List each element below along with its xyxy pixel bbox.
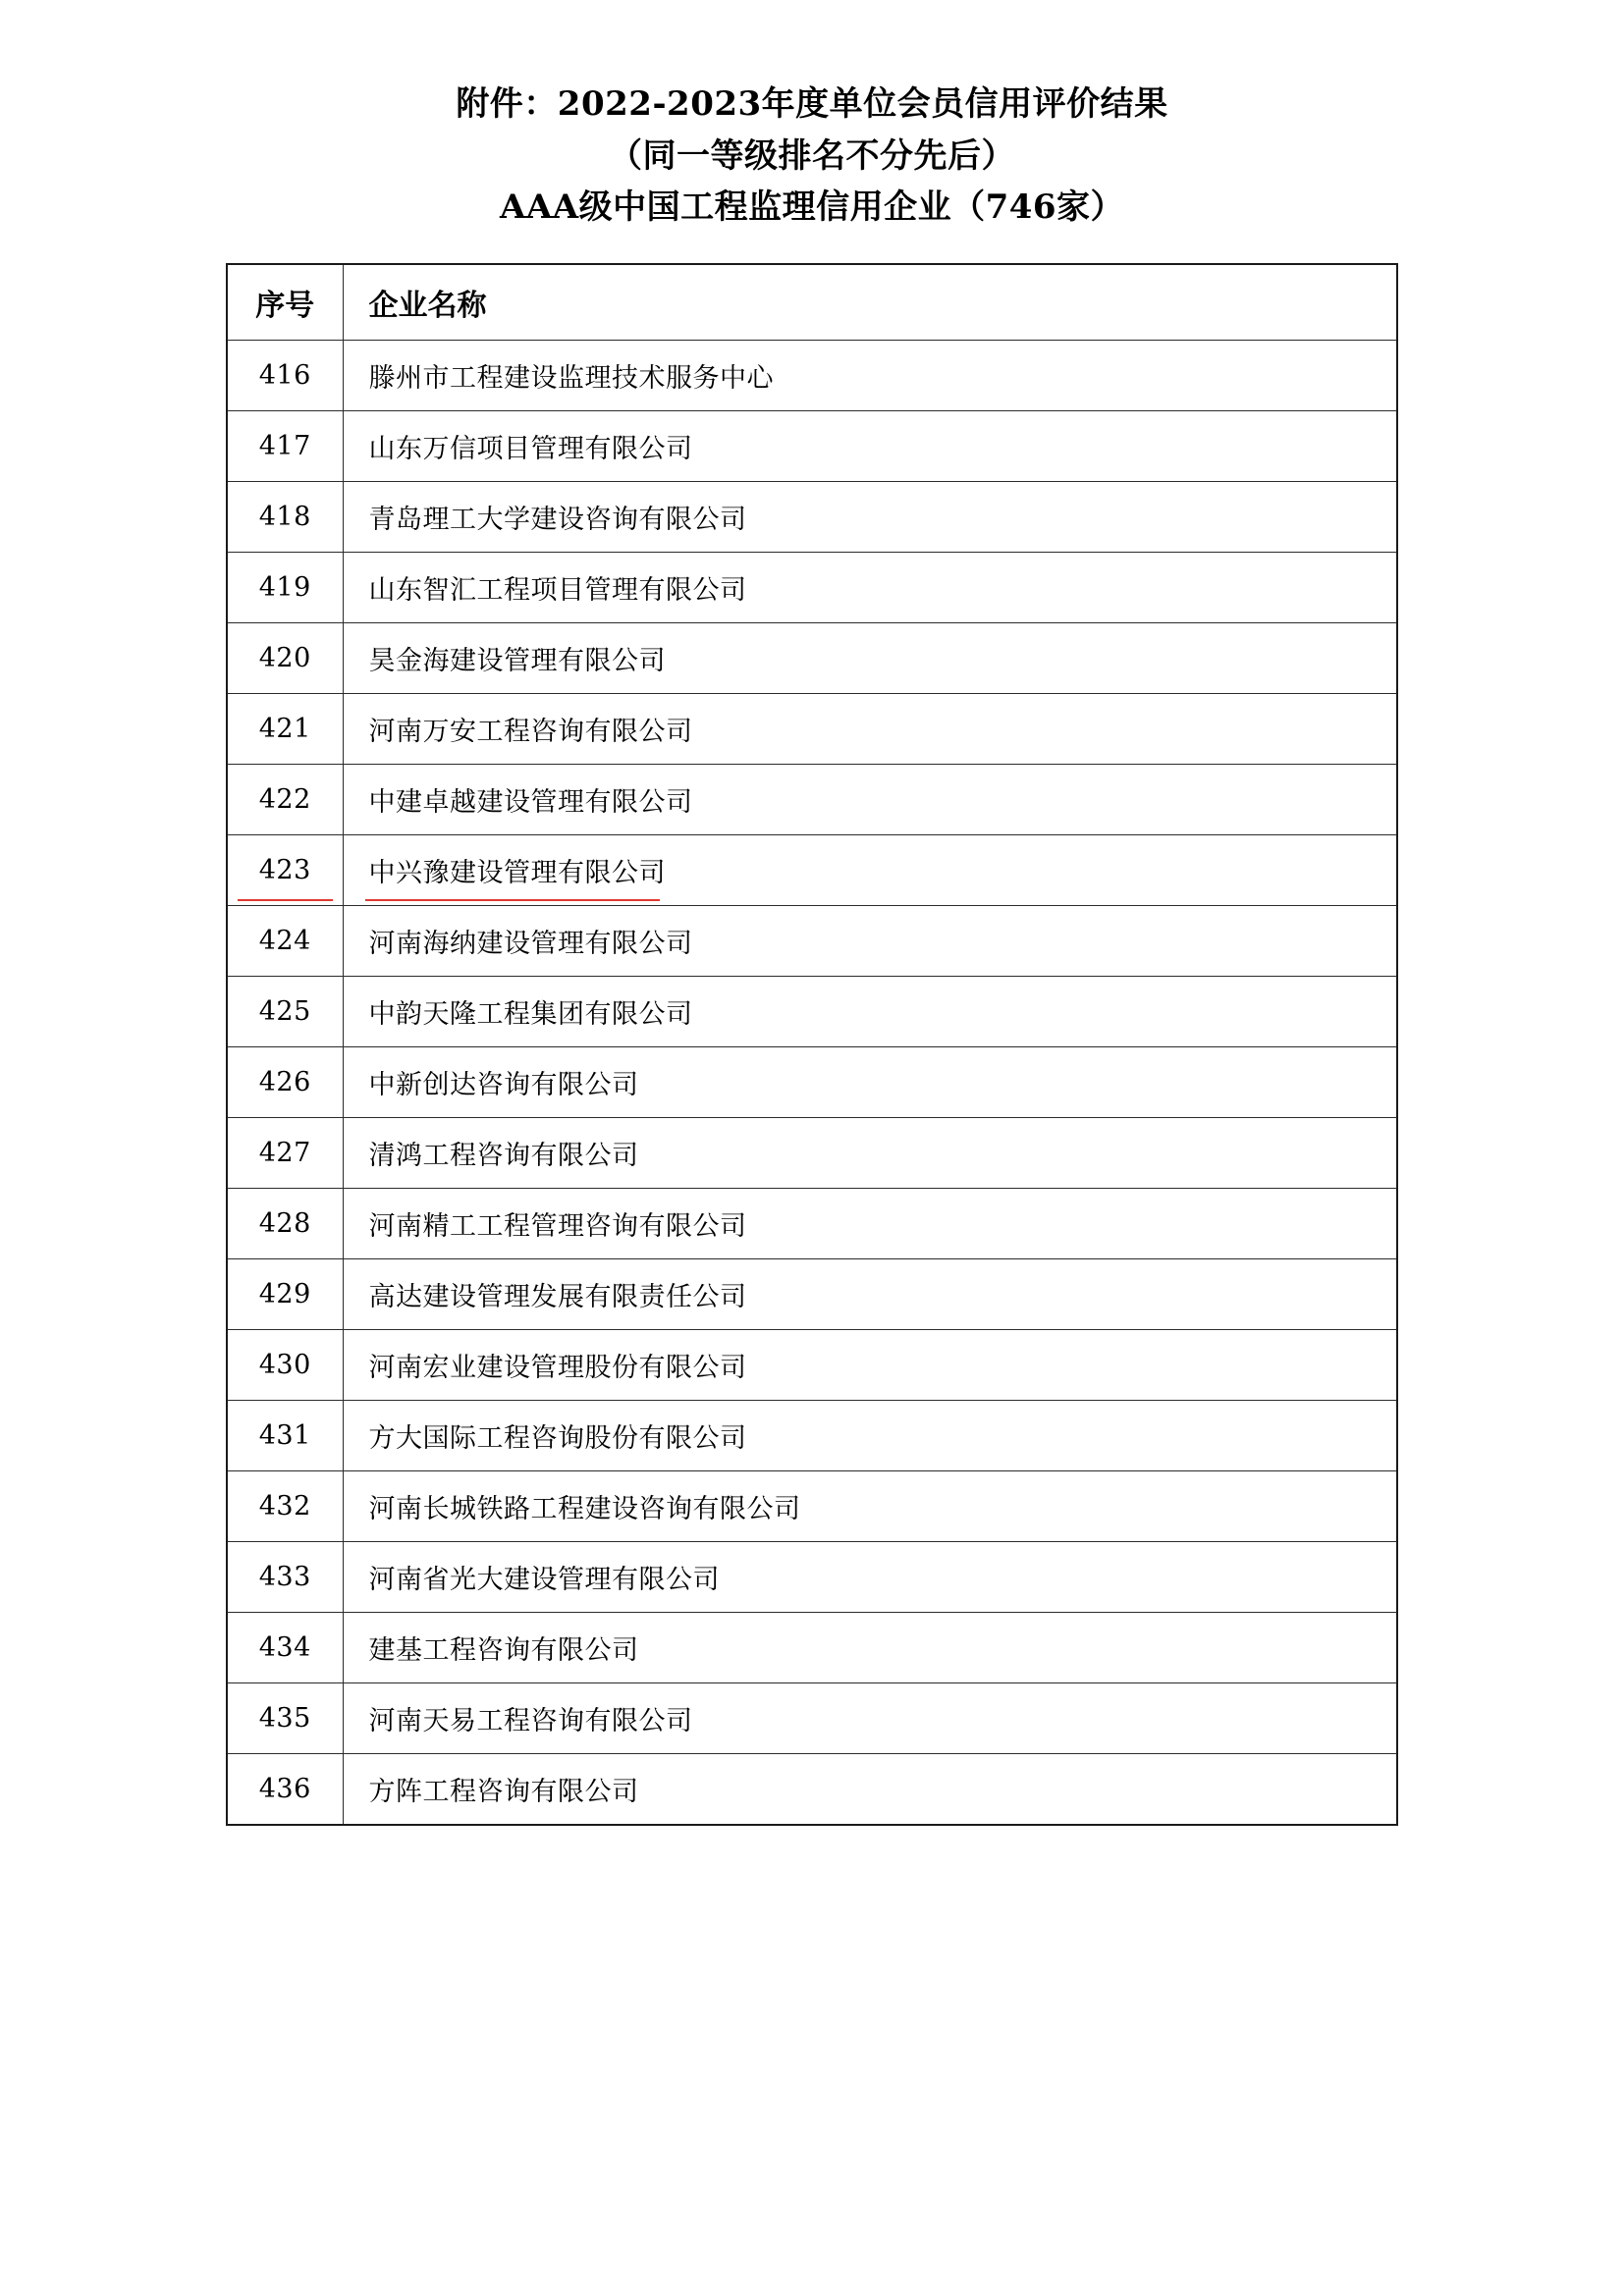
row-index-cell [227,1330,343,1401]
table-row [227,1259,1397,1330]
table-row [227,482,1397,553]
enterprise-name-text: 中建卓越建设管理有限公司 [368,787,693,819]
row-index-text: 416 [258,360,311,392]
row-index-text: 430 [258,1350,311,1381]
table-row [227,765,1397,835]
row-index-cell [227,341,343,411]
table-row [227,1330,1397,1401]
enterprise-name-cell [343,411,1397,482]
row-index-text: 422 [258,784,311,816]
enterprise-name-text: 建基工程咨询有限公司 [368,1635,639,1667]
row-index-cell [227,411,343,482]
row-index-cell [227,1401,343,1471]
table-row [227,1401,1397,1471]
row-index-text: 432 [258,1491,311,1522]
enterprise-name-cell [343,1047,1397,1118]
enterprise-name-cell [343,694,1397,765]
enterprise-name-text: 河南海纳建设管理有限公司 [368,929,693,960]
row-index-text: 418 [258,502,311,533]
enterprise-name-cell [343,835,1397,906]
enterprise-name-cell [343,553,1397,623]
table-header-row [227,264,1397,341]
enterprise-name-cell [343,906,1397,977]
row-index-text: 425 [258,996,311,1028]
enterprise-name-text: 昊金海建设管理有限公司 [368,646,666,677]
title-line-1: 附件：2022-2023年度单位会员信用评价结果 [456,84,1168,124]
enterprise-name-text: 河南长城铁路工程建设咨询有限公司 [368,1494,801,1525]
row-index-cell [227,1754,343,1826]
row-index-cell [227,1613,343,1683]
row-index-cell [227,765,343,835]
title-line-3: AAA级中国工程监理信用企业（746家） [499,187,1125,228]
document-title-block [226,79,1398,234]
row-index-cell [227,835,343,906]
row-index-text: 428 [258,1208,311,1240]
table-row [227,1683,1397,1754]
table-row [227,341,1397,411]
enterprise-name-cell [343,1683,1397,1754]
table-row [227,1613,1397,1683]
enterprise-name-cell [343,1118,1397,1189]
row-index-text: 431 [258,1420,311,1452]
enterprise-name-text: 方大国际工程咨询股份有限公司 [368,1423,747,1455]
table-row [227,553,1397,623]
table-row [227,623,1397,694]
enterprise-name-cell [343,1401,1397,1471]
row-index-text: 419 [258,572,311,604]
enterprise-name-cell [343,765,1397,835]
table-row [227,977,1397,1047]
enterprise-name-text: 山东智汇工程项目管理有限公司 [368,575,747,607]
enterprise-name-text: 河南宏业建设管理股份有限公司 [368,1353,747,1384]
title-line-2: （同一等级排名不分先后） [609,135,1015,176]
row-index-text: 434 [258,1632,311,1664]
enterprise-name-cell [343,1259,1397,1330]
table-row [227,694,1397,765]
enterprise-name-cell [343,1330,1397,1401]
row-index-text: 435 [258,1703,311,1735]
table-row [227,1118,1397,1189]
row-index-cell [227,977,343,1047]
row-index-text: 429 [258,1279,311,1310]
row-index-text: 424 [258,926,311,957]
row-index-cell [227,694,343,765]
table-row [227,1542,1397,1613]
row-index-text: 417 [258,431,311,462]
table-row [227,1189,1397,1259]
credit-enterprise-table [226,263,1398,1826]
highlight-underline [238,899,333,901]
row-index-cell [227,1047,343,1118]
enterprise-name-cell [343,1189,1397,1259]
enterprise-name-text: 中兴豫建设管理有限公司 [368,858,666,889]
row-index-text: 427 [258,1138,311,1169]
enterprise-name-text: 清鸿工程咨询有限公司 [368,1141,639,1172]
table-header [227,264,1397,341]
enterprise-name-text: 方阵工程咨询有限公司 [368,1777,639,1808]
enterprise-name-cell [343,623,1397,694]
enterprise-name-cell [343,1754,1397,1826]
column-header-name: 企业名称 [343,264,1397,341]
enterprise-name-text: 青岛理工大学建设咨询有限公司 [368,505,747,536]
row-index-cell [227,623,343,694]
row-index-text: 420 [258,643,311,674]
enterprise-name-cell [343,1471,1397,1542]
row-index-text: 426 [258,1067,311,1098]
row-index-cell [227,1471,343,1542]
enterprise-name-cell [343,341,1397,411]
row-index-cell [227,1118,343,1189]
table-row [227,411,1397,482]
enterprise-name-cell [343,1542,1397,1613]
enterprise-name-cell [343,977,1397,1047]
enterprise-name-text: 山东万信项目管理有限公司 [368,434,693,465]
table-row [227,1754,1397,1826]
enterprise-name-text: 河南天易工程咨询有限公司 [368,1706,693,1737]
row-index-text: 433 [258,1562,311,1593]
enterprise-name-text: 中韵天隆工程集团有限公司 [368,999,693,1031]
table-row [227,1047,1397,1118]
enterprise-name-cell [343,1613,1397,1683]
row-index-text: 421 [258,714,311,745]
row-index-cell [227,1189,343,1259]
row-index-cell [227,482,343,553]
table-row [227,906,1397,977]
enterprise-name-text: 河南省光大建设管理有限公司 [368,1565,720,1596]
enterprise-name-text: 河南精工工程管理咨询有限公司 [368,1211,747,1243]
enterprise-name-text: 高达建设管理发展有限责任公司 [368,1282,747,1313]
row-index-cell [227,906,343,977]
row-index-cell [227,553,343,623]
highlight-underline [365,899,660,901]
page-title [226,79,1398,234]
enterprise-name-cell [343,482,1397,553]
enterprise-name-text: 中新创达咨询有限公司 [368,1070,639,1101]
row-index-cell [227,1683,343,1754]
row-index-text: 436 [258,1774,311,1805]
enterprise-name-text: 滕州市工程建设监理技术服务中心 [368,363,774,395]
row-index-text: 423 [258,855,311,886]
table-row [227,835,1397,906]
table-body [227,341,1397,1826]
row-index-cell [227,1259,343,1330]
enterprise-name-text: 河南万安工程咨询有限公司 [368,717,693,748]
table-row [227,1471,1397,1542]
row-index-cell [227,1542,343,1613]
column-header-no: 序号 [227,264,343,341]
